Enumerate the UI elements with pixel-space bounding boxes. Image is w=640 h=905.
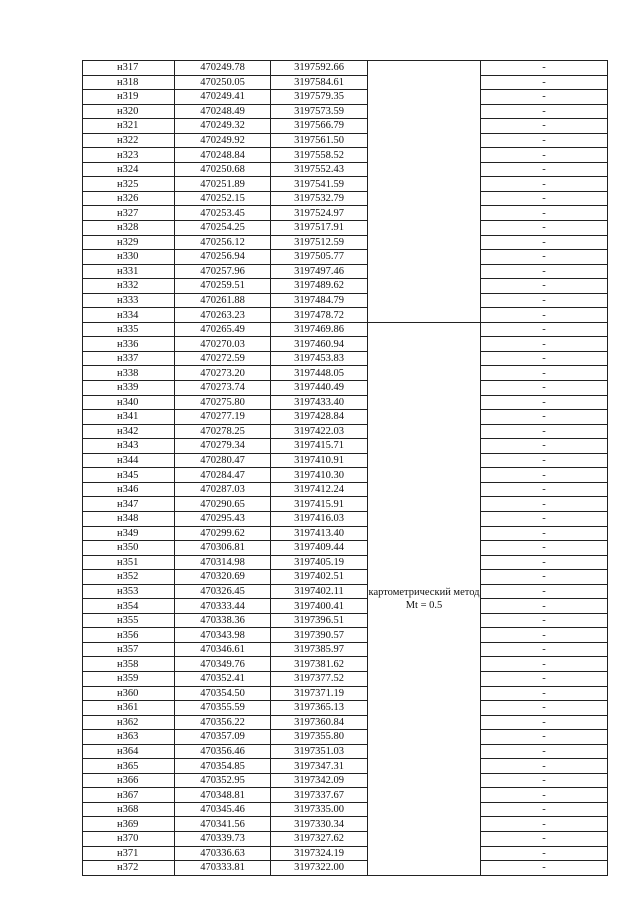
y-coordinate-cell: 3197440.49 <box>271 381 368 396</box>
point-id-cell: н322 <box>83 133 175 148</box>
y-coordinate-cell: 3197335.00 <box>271 802 368 817</box>
point-id-cell: н371 <box>83 846 175 861</box>
table-row <box>83 235 608 250</box>
table-row <box>83 773 608 788</box>
y-coordinate-cell: 3197448.05 <box>271 366 368 381</box>
table-row <box>83 613 608 628</box>
x-coordinate-cell: 470343.98 <box>175 628 271 643</box>
point-id-cell: н363 <box>83 730 175 745</box>
dash-cell: - <box>481 250 608 265</box>
y-coordinate-cell: 3197347.31 <box>271 759 368 774</box>
dash-cell: - <box>481 337 608 352</box>
x-coordinate-cell: 470249.78 <box>175 61 271 76</box>
table-row <box>83 657 608 672</box>
table-row <box>83 264 608 279</box>
table-row <box>83 584 608 599</box>
table-row <box>83 61 608 76</box>
x-coordinate-cell: 470356.46 <box>175 744 271 759</box>
table-row <box>83 308 608 323</box>
y-coordinate-cell: 3197524.97 <box>271 206 368 221</box>
table-row <box>83 817 608 832</box>
y-coordinate-cell: 3197422.03 <box>271 424 368 439</box>
point-id-cell: н323 <box>83 148 175 163</box>
dash-cell: - <box>481 177 608 192</box>
point-id-cell: н317 <box>83 61 175 76</box>
y-coordinate-cell: 3197400.41 <box>271 599 368 614</box>
point-id-cell: н335 <box>83 322 175 337</box>
y-coordinate-cell: 3197573.59 <box>271 104 368 119</box>
dash-cell: - <box>481 395 608 410</box>
y-coordinate-cell: 3197579.35 <box>271 90 368 105</box>
table-row <box>83 497 608 512</box>
y-coordinate-cell: 3197355.80 <box>271 730 368 745</box>
dash-cell: - <box>481 191 608 206</box>
dash-cell: - <box>481 802 608 817</box>
y-coordinate-cell: 3197409.44 <box>271 541 368 556</box>
y-coordinate-cell: 3197381.62 <box>271 657 368 672</box>
table-row <box>83 148 608 163</box>
dash-cell: - <box>481 526 608 541</box>
point-id-cell: н357 <box>83 642 175 657</box>
coordinates-table <box>82 60 608 876</box>
dash-cell: - <box>481 104 608 119</box>
table-row <box>83 293 608 308</box>
point-id-cell: н372 <box>83 861 175 876</box>
method-cell <box>368 322 481 875</box>
y-coordinate-cell: 3197377.52 <box>271 671 368 686</box>
x-coordinate-cell: 470336.63 <box>175 846 271 861</box>
dash-cell: - <box>481 511 608 526</box>
table-row <box>83 221 608 236</box>
coordinates-table-body <box>83 61 608 876</box>
point-id-cell: н326 <box>83 191 175 206</box>
y-coordinate-cell: 3197416.03 <box>271 511 368 526</box>
point-id-cell: н346 <box>83 482 175 497</box>
dash-cell: - <box>481 570 608 585</box>
y-coordinate-cell: 3197415.71 <box>271 439 368 454</box>
dash-cell: - <box>481 788 608 803</box>
table-row <box>83 511 608 526</box>
point-id-cell: н367 <box>83 788 175 803</box>
x-coordinate-cell: 470253.45 <box>175 206 271 221</box>
x-coordinate-cell: 470356.22 <box>175 715 271 730</box>
table-row <box>83 861 608 876</box>
x-coordinate-cell: 470354.85 <box>175 759 271 774</box>
y-coordinate-cell: 3197327.62 <box>271 831 368 846</box>
y-coordinate-cell: 3197402.51 <box>271 570 368 585</box>
x-coordinate-cell: 470352.95 <box>175 773 271 788</box>
x-coordinate-cell: 470280.47 <box>175 453 271 468</box>
y-coordinate-cell: 3197410.91 <box>271 453 368 468</box>
point-id-cell: н362 <box>83 715 175 730</box>
x-coordinate-cell: 470250.05 <box>175 75 271 90</box>
dash-cell: - <box>481 831 608 846</box>
y-coordinate-cell: 3197453.83 <box>271 351 368 366</box>
dash-cell: - <box>481 322 608 337</box>
dash-cell: - <box>481 730 608 745</box>
dash-cell: - <box>481 410 608 425</box>
y-coordinate-cell: 3197360.84 <box>271 715 368 730</box>
dash-cell: - <box>481 264 608 279</box>
dash-cell: - <box>481 584 608 599</box>
dash-cell: - <box>481 148 608 163</box>
table-row <box>83 279 608 294</box>
y-coordinate-cell: 3197552.43 <box>271 162 368 177</box>
x-coordinate-cell: 470256.94 <box>175 250 271 265</box>
y-coordinate-cell: 3197584.61 <box>271 75 368 90</box>
y-coordinate-cell: 3197322.00 <box>271 861 368 876</box>
dash-cell: - <box>481 308 608 323</box>
y-coordinate-cell: 3197478.72 <box>271 308 368 323</box>
x-coordinate-cell: 470295.43 <box>175 511 271 526</box>
y-coordinate-cell: 3197433.40 <box>271 395 368 410</box>
dash-cell: - <box>481 119 608 134</box>
table-row <box>83 119 608 134</box>
point-id-cell: н369 <box>83 817 175 832</box>
dash-cell: - <box>481 613 608 628</box>
point-id-cell: н348 <box>83 511 175 526</box>
dash-cell: - <box>481 541 608 556</box>
y-coordinate-cell: 3197561.50 <box>271 133 368 148</box>
x-coordinate-cell: 470284.47 <box>175 468 271 483</box>
y-coordinate-cell: 3197402.11 <box>271 584 368 599</box>
point-id-cell: н366 <box>83 773 175 788</box>
point-id-cell: н334 <box>83 308 175 323</box>
table-row <box>83 381 608 396</box>
dash-cell: - <box>481 366 608 381</box>
x-coordinate-cell: 470320.69 <box>175 570 271 585</box>
table-row <box>83 191 608 206</box>
dash-cell: - <box>481 773 608 788</box>
dash-cell: - <box>481 351 608 366</box>
y-coordinate-cell: 3197460.94 <box>271 337 368 352</box>
x-coordinate-cell: 470252.15 <box>175 191 271 206</box>
point-id-cell: н355 <box>83 613 175 628</box>
y-coordinate-cell: 3197390.57 <box>271 628 368 643</box>
dash-cell: - <box>481 162 608 177</box>
point-id-cell: н337 <box>83 351 175 366</box>
point-id-cell: н339 <box>83 381 175 396</box>
point-id-cell: н353 <box>83 584 175 599</box>
x-coordinate-cell: 470279.34 <box>175 439 271 454</box>
table-row <box>83 104 608 119</box>
table-row <box>83 831 608 846</box>
point-id-cell: н345 <box>83 468 175 483</box>
point-id-cell: н365 <box>83 759 175 774</box>
y-coordinate-cell: 3197505.77 <box>271 250 368 265</box>
point-id-cell: н327 <box>83 206 175 221</box>
x-coordinate-cell: 470345.46 <box>175 802 271 817</box>
dash-cell: - <box>481 642 608 657</box>
table-row <box>83 75 608 90</box>
point-id-cell: н343 <box>83 439 175 454</box>
table-row <box>83 337 608 352</box>
y-coordinate-cell: 3197566.79 <box>271 119 368 134</box>
point-id-cell: н332 <box>83 279 175 294</box>
table-row <box>83 802 608 817</box>
y-coordinate-cell: 3197413.40 <box>271 526 368 541</box>
dash-cell: - <box>481 817 608 832</box>
point-id-cell: н341 <box>83 410 175 425</box>
x-coordinate-cell: 470265.49 <box>175 322 271 337</box>
dash-cell: - <box>481 61 608 76</box>
x-coordinate-cell: 470251.89 <box>175 177 271 192</box>
x-coordinate-cell: 470349.76 <box>175 657 271 672</box>
y-coordinate-cell: 3197396.51 <box>271 613 368 628</box>
point-id-cell: н360 <box>83 686 175 701</box>
x-coordinate-cell: 470341.56 <box>175 817 271 832</box>
x-coordinate-cell: 470272.59 <box>175 351 271 366</box>
point-id-cell: н325 <box>83 177 175 192</box>
y-coordinate-cell: 3197517.91 <box>271 221 368 236</box>
dash-cell: - <box>481 715 608 730</box>
dash-cell: - <box>481 686 608 701</box>
table-row <box>83 570 608 585</box>
table-row <box>83 177 608 192</box>
point-id-cell: н347 <box>83 497 175 512</box>
x-coordinate-cell: 470248.49 <box>175 104 271 119</box>
dash-cell: - <box>481 744 608 759</box>
dash-cell: - <box>481 759 608 774</box>
dash-cell: - <box>481 657 608 672</box>
table-row <box>83 628 608 643</box>
point-id-cell: н370 <box>83 831 175 846</box>
x-coordinate-cell: 470261.88 <box>175 293 271 308</box>
table-row <box>83 366 608 381</box>
point-id-cell: н324 <box>83 162 175 177</box>
y-coordinate-cell: 3197512.59 <box>271 235 368 250</box>
y-coordinate-cell: 3197541.59 <box>271 177 368 192</box>
point-id-cell: н336 <box>83 337 175 352</box>
y-coordinate-cell: 3197405.19 <box>271 555 368 570</box>
y-coordinate-cell: 3197365.13 <box>271 701 368 716</box>
point-id-cell: н320 <box>83 104 175 119</box>
dash-cell: - <box>481 424 608 439</box>
x-coordinate-cell: 470352.41 <box>175 671 271 686</box>
point-id-cell: н344 <box>83 453 175 468</box>
dash-cell: - <box>481 206 608 221</box>
point-id-cell: н361 <box>83 701 175 716</box>
table-row <box>83 250 608 265</box>
x-coordinate-cell: 470248.84 <box>175 148 271 163</box>
dash-cell: - <box>481 235 608 250</box>
x-coordinate-cell: 470354.50 <box>175 686 271 701</box>
x-coordinate-cell: 470249.32 <box>175 119 271 134</box>
dash-cell: - <box>481 453 608 468</box>
x-coordinate-cell: 470249.41 <box>175 90 271 105</box>
point-id-cell: н340 <box>83 395 175 410</box>
table-row <box>83 468 608 483</box>
point-id-cell: н342 <box>83 424 175 439</box>
x-coordinate-cell: 470277.19 <box>175 410 271 425</box>
point-id-cell: н364 <box>83 744 175 759</box>
table-row <box>83 351 608 366</box>
table-row <box>83 90 608 105</box>
y-coordinate-cell: 3197412.24 <box>271 482 368 497</box>
dash-cell: - <box>481 497 608 512</box>
y-coordinate-cell: 3197330.34 <box>271 817 368 832</box>
dash-cell: - <box>481 133 608 148</box>
dash-cell: - <box>481 468 608 483</box>
point-id-cell: н352 <box>83 570 175 585</box>
dash-cell: - <box>481 628 608 643</box>
x-coordinate-cell: 470249.92 <box>175 133 271 148</box>
y-coordinate-cell: 3197532.79 <box>271 191 368 206</box>
x-coordinate-cell: 470338.36 <box>175 613 271 628</box>
y-coordinate-cell: 3197497.46 <box>271 264 368 279</box>
table-row <box>83 526 608 541</box>
table-row <box>83 133 608 148</box>
x-coordinate-cell: 470326.45 <box>175 584 271 599</box>
table-row <box>83 730 608 745</box>
x-coordinate-cell: 470290.65 <box>175 497 271 512</box>
y-coordinate-cell: 3197428.84 <box>271 410 368 425</box>
point-id-cell: н358 <box>83 657 175 672</box>
y-coordinate-cell: 3197484.79 <box>271 293 368 308</box>
dash-cell: - <box>481 279 608 294</box>
dash-cell: - <box>481 482 608 497</box>
y-coordinate-cell: 3197592.66 <box>271 61 368 76</box>
y-coordinate-cell: 3197410.30 <box>271 468 368 483</box>
x-coordinate-cell: 470314.98 <box>175 555 271 570</box>
table-row <box>83 686 608 701</box>
y-coordinate-cell: 3197469.86 <box>271 322 368 337</box>
table-row <box>83 410 608 425</box>
x-coordinate-cell: 470333.81 <box>175 861 271 876</box>
point-id-cell: н318 <box>83 75 175 90</box>
point-id-cell: н321 <box>83 119 175 134</box>
x-coordinate-cell: 470339.73 <box>175 831 271 846</box>
dash-cell: - <box>481 701 608 716</box>
x-coordinate-cell: 470263.23 <box>175 308 271 323</box>
table-row <box>83 482 608 497</box>
method-label: картометрический метод Mt = 0.5 <box>368 586 480 611</box>
table-row <box>83 671 608 686</box>
y-coordinate-cell: 3197415.91 <box>271 497 368 512</box>
coordinates-table-page <box>82 60 603 874</box>
point-id-cell: н350 <box>83 541 175 556</box>
y-coordinate-cell: 3197337.67 <box>271 788 368 803</box>
point-id-cell: н351 <box>83 555 175 570</box>
x-coordinate-cell: 470348.81 <box>175 788 271 803</box>
y-coordinate-cell: 3197324.19 <box>271 846 368 861</box>
dash-cell: - <box>481 75 608 90</box>
x-coordinate-cell: 470273.74 <box>175 381 271 396</box>
point-id-cell: н368 <box>83 802 175 817</box>
x-coordinate-cell: 470346.61 <box>175 642 271 657</box>
point-id-cell: н328 <box>83 221 175 236</box>
table-row <box>83 642 608 657</box>
point-id-cell: н359 <box>83 671 175 686</box>
x-coordinate-cell: 470287.03 <box>175 482 271 497</box>
y-coordinate-cell: 3197558.52 <box>271 148 368 163</box>
x-coordinate-cell: 470275.80 <box>175 395 271 410</box>
x-coordinate-cell: 470273.20 <box>175 366 271 381</box>
x-coordinate-cell: 470270.03 <box>175 337 271 352</box>
table-row <box>83 541 608 556</box>
method-cell-upper <box>368 61 481 323</box>
dash-cell: - <box>481 846 608 861</box>
table-row <box>83 395 608 410</box>
table-row <box>83 715 608 730</box>
x-coordinate-cell: 470257.96 <box>175 264 271 279</box>
table-row <box>83 322 608 337</box>
point-id-cell: н330 <box>83 250 175 265</box>
dash-cell: - <box>481 381 608 396</box>
x-coordinate-cell: 470333.44 <box>175 599 271 614</box>
table-row <box>83 162 608 177</box>
table-row <box>83 453 608 468</box>
dash-cell: - <box>481 599 608 614</box>
point-id-cell: н338 <box>83 366 175 381</box>
table-row <box>83 555 608 570</box>
table-row <box>83 206 608 221</box>
point-id-cell: н329 <box>83 235 175 250</box>
point-id-cell: н331 <box>83 264 175 279</box>
dash-cell: - <box>481 861 608 876</box>
x-coordinate-cell: 470306.81 <box>175 541 271 556</box>
dash-cell: - <box>481 555 608 570</box>
point-id-cell: н356 <box>83 628 175 643</box>
table-row <box>83 701 608 716</box>
table-row <box>83 439 608 454</box>
point-id-cell: н319 <box>83 90 175 105</box>
y-coordinate-cell: 3197351.03 <box>271 744 368 759</box>
point-id-cell: н333 <box>83 293 175 308</box>
x-coordinate-cell: 470250.68 <box>175 162 271 177</box>
x-coordinate-cell: 470254.25 <box>175 221 271 236</box>
x-coordinate-cell: 470278.25 <box>175 424 271 439</box>
y-coordinate-cell: 3197371.19 <box>271 686 368 701</box>
point-id-cell: н349 <box>83 526 175 541</box>
table-row <box>83 599 608 614</box>
x-coordinate-cell: 470355.59 <box>175 701 271 716</box>
x-coordinate-cell: 470299.62 <box>175 526 271 541</box>
x-coordinate-cell: 470259.51 <box>175 279 271 294</box>
x-coordinate-cell: 470256.12 <box>175 235 271 250</box>
dash-cell: - <box>481 439 608 454</box>
y-coordinate-cell: 3197489.62 <box>271 279 368 294</box>
dash-cell: - <box>481 293 608 308</box>
table-row <box>83 759 608 774</box>
table-row <box>83 744 608 759</box>
table-row <box>83 788 608 803</box>
point-id-cell: н354 <box>83 599 175 614</box>
dash-cell: - <box>481 90 608 105</box>
y-coordinate-cell: 3197385.97 <box>271 642 368 657</box>
dash-cell: - <box>481 221 608 236</box>
y-coordinate-cell: 3197342.09 <box>271 773 368 788</box>
dash-cell: - <box>481 671 608 686</box>
x-coordinate-cell: 470357.09 <box>175 730 271 745</box>
table-row <box>83 424 608 439</box>
table-row <box>83 846 608 861</box>
